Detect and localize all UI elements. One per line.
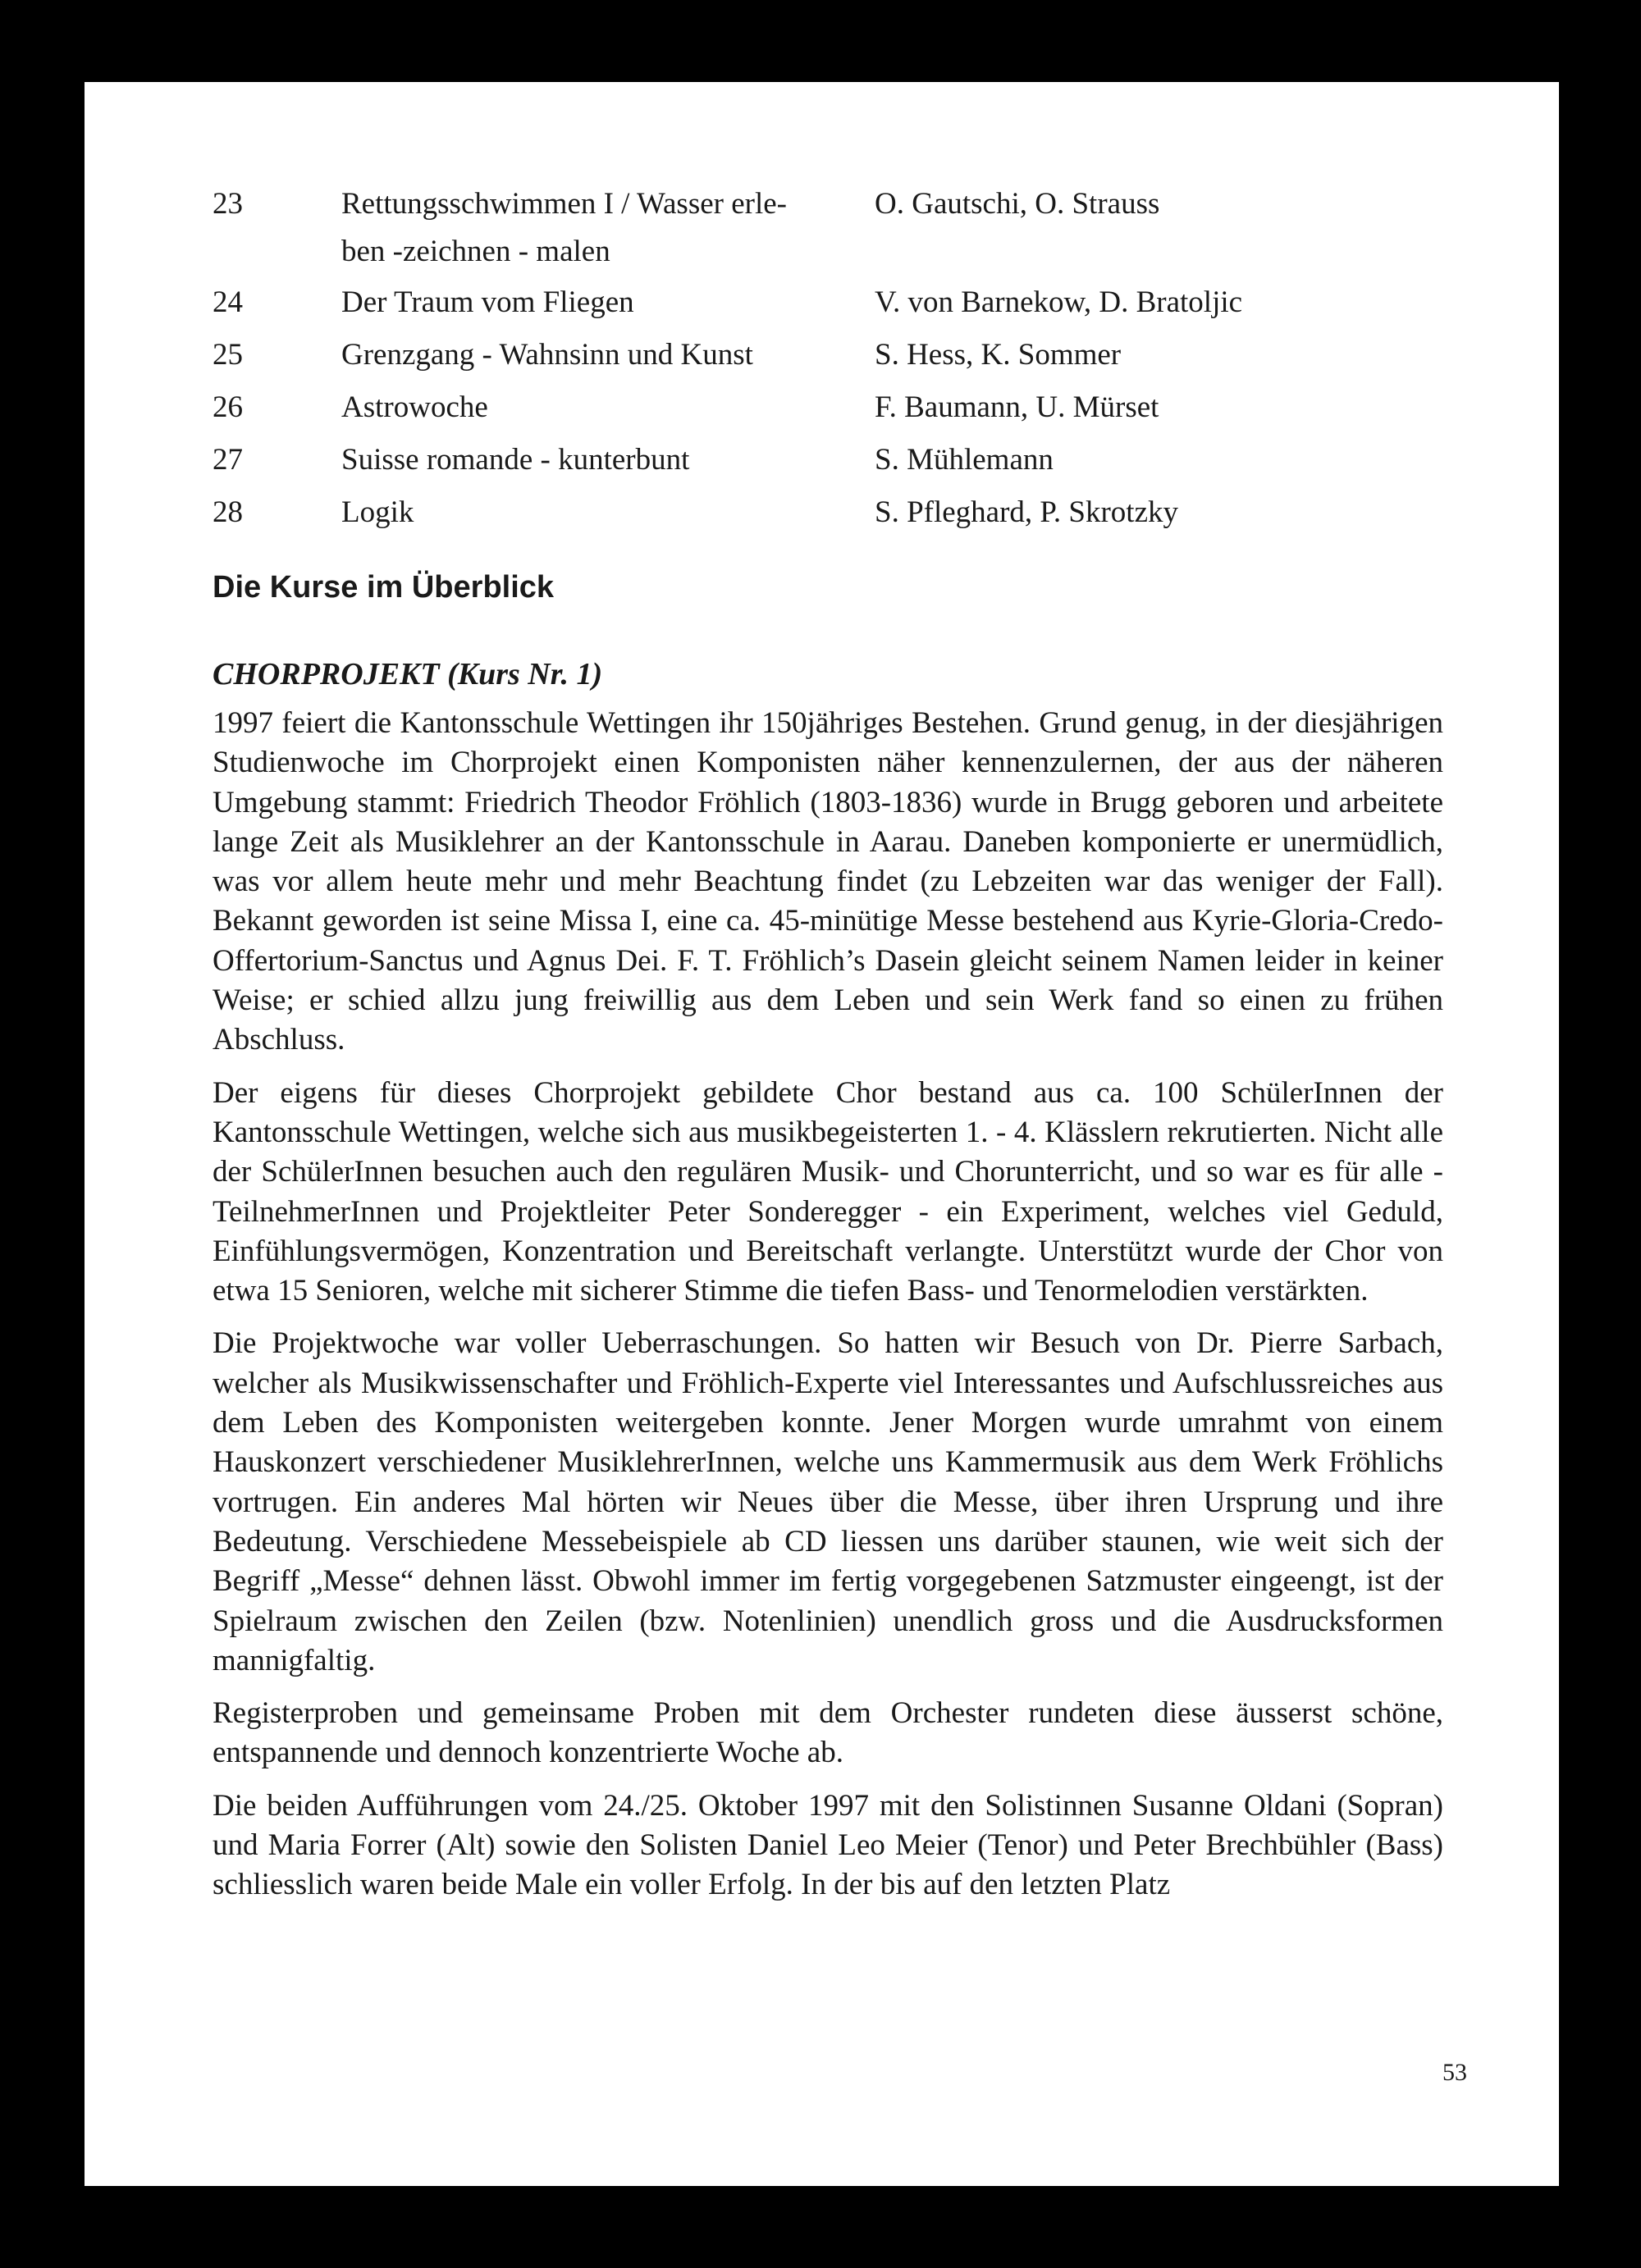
paragraph: Die beiden Aufführungen vom 24./25. Oktober 1997 mit den Solistinnen Susanne Oldani (Sopran) und Maria Forrer (Alt) sowie den Solisten Daniel Leo Meier (Tenor) und Peter Brechbühler (Bass) schliesslich waren beide Male ein voller Erfolg. In der bis auf den letzten Platz xyxy=(213,1788,1443,1902)
paragraph: 1997 feiert die Kantonsschule Wettingen ihr 150jähriges Bestehen. Grund genug, in der diesjährigen Studienwoche im Chorprojekt einen Komponisten näher kennenzulernen, der aus der näheren Umgebung stammt: Friedrich Theodor Fröhlich (1803-1836) wurde in Brugg geboren und arbeitete lange Zeit als Musiklehrer an der Kantonsschule in Aarau. Daneben komponierte er unermüdlich, was vor allem heute mehr und mehr Beachtung findet (zu Lebzeiten war das weniger der Fall). Bekannt geworden ist seine Missa I, eine ca. 45-minütige Messe bestehend aus Kyrie-Gloria-Credo-Offertorium-Sanctus und Agnus Dei. F. T. Fröhlich’s Dasein gleicht seinem Namen leider in keiner Weise; er schied allzu jung freiwillig aus dem Leben und sein Werk fand so einen zu frühen Abschluss. xyxy=(213,706,1443,1057)
course-title: Logik xyxy=(341,495,414,529)
course-title: Suisse romande - kunterbunt xyxy=(341,443,690,477)
page-number: 53 xyxy=(1442,2059,1467,2086)
paragraph: Die Projektwoche war voller Ueberraschungen. So hatten wir Besuch von Dr. Pierre Sarbach, welcher als Musikwissenschafter und Fröhlich-Experte viel Interessantes und Aufschlussreiches aus dem Leben des Komponisten weitergeben konnte. Jener Morgen wurde umrahmt von einem Hauskonzert verschiedener MusiklehrerInnen, welche uns Kammermusik aus dem Werk Fröhlichs vortrugen. Ein anderes Mal hörten wir Neues über die Messe, über ihren Ursprung und ihre Bedeutung. Verschiedene Messebeispiele ab CD liessen uns darüber staunen, wie weit sich der Begriff „Messe“ dehnen lässt. Obwohl immer im fertig vorgegebenen Satzmuster eingeengt, ist der Spielraum zwischen den Zeilen (bzw. Notenlinien) unendlich gross und die Ausdrucksformen mannigfaltig. xyxy=(213,1326,1443,1677)
document-page xyxy=(85,82,1559,2186)
course-row xyxy=(213,331,1443,384)
course-row xyxy=(213,436,1443,489)
course-row xyxy=(213,180,1443,279)
course-row xyxy=(213,384,1443,436)
course-title: Grenzgang - Wahnsinn und Kunst xyxy=(341,338,753,372)
course-list xyxy=(213,180,1443,541)
course-number: 26 xyxy=(213,390,243,424)
course-leaders: S. Pfleghard, P. Skrotzky xyxy=(875,495,1178,529)
course-leaders: F. Baumann, U. Mürset xyxy=(875,390,1159,424)
course-number: 25 xyxy=(213,338,243,372)
course-number: 27 xyxy=(213,443,243,477)
course-number: 23 xyxy=(213,187,243,221)
course-leaders: O. Gautschi, O. Strauss xyxy=(875,187,1160,221)
course-number: 24 xyxy=(213,285,243,319)
course-heading: CHORPROJEKT (Kurs Nr. 1) xyxy=(213,657,603,691)
article-body xyxy=(213,704,1443,1919)
course-title: Astrowoche xyxy=(341,390,488,424)
course-number: 28 xyxy=(213,495,243,529)
course-leaders: S. Mühlemann xyxy=(875,443,1054,477)
section-heading: Die Kurse im Überblick xyxy=(213,570,555,605)
course-title: Der Traum vom Fliegen xyxy=(341,285,634,319)
course-leaders: V. von Barnekow, D. Bratoljic xyxy=(875,285,1243,319)
paragraph: Registerproben und gemeinsame Proben mit dem Orchester rundeten diese äusserst schöne, entspannende und dennoch konzentrierte Woche ab. xyxy=(213,1696,1443,1770)
course-row xyxy=(213,279,1443,331)
course-title: Rettungsschwimmen I / Wasser erle- ben -zeichnen - malen xyxy=(341,187,787,268)
course-row xyxy=(213,489,1443,541)
paragraph: Der eigens für dieses Chorprojekt gebildete Chor bestand aus ca. 100 SchülerInnen der Kantonsschule Wettingen, welche sich aus musikbegeisterten 1. - 4. Klässlern rekrutierten. Nicht alle der SchülerInnen besuchen auch den regulären Musik- und Chorunterricht, und so war es für alle - TeilnehmerInnen und Projektleiter Peter Sonderegger - ein Experiment, welches viel Geduld, Einfühlungsvermögen, Konzentration und Bereitschaft verlangte. Unterstützt wurde der Chor von etwa 15 Senioren, welche mit sicherer Stimme die tiefen Bass- und Tenormelodien verstärkten. xyxy=(213,1075,1443,1308)
course-leaders: S. Hess, K. Sommer xyxy=(875,338,1122,372)
